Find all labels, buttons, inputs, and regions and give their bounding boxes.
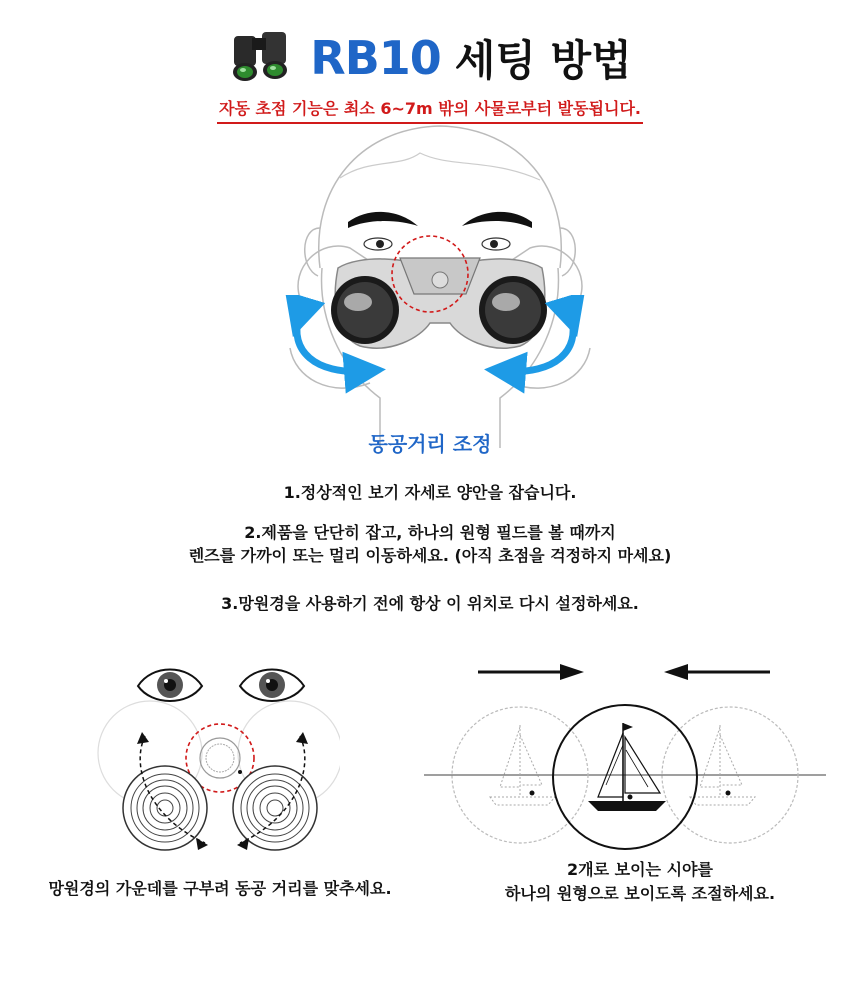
eyepiece-diagram — [90, 658, 340, 858]
right-eyepiece — [233, 766, 317, 850]
instruction-step-2-line-2: 렌즈를 가까이 또는 멀리 이동하세요. (아직 초점을 걱정하지 마세요) — [188, 546, 672, 565]
left-eye-icon — [138, 670, 202, 702]
right-eyebrow — [462, 212, 532, 228]
arrow-left-icon — [664, 664, 770, 680]
field-merge-caption — [440, 858, 840, 906]
left-eyebrow — [348, 212, 418, 228]
face-binoculars-illustration — [250, 118, 630, 458]
field-merge-diagram — [420, 655, 830, 855]
adjust-arrows — [275, 295, 595, 395]
autofocus-notice-text: 자동 초점 기능은 최소 6~7m 밖의 사물로부터 발동됩니다. — [217, 96, 643, 124]
title-text: 세팅 방법 — [454, 36, 632, 85]
right-adjust-arrow — [505, 317, 573, 371]
pupil-distance-label: 동공거리 조정 — [368, 432, 492, 456]
left-adjust-arrow — [297, 317, 365, 371]
title-model: RB10 — [310, 31, 441, 85]
sailboat-icon — [588, 723, 666, 811]
eyepiece-caption: 망원경의 가운데를 구부려 동공 거리를 맞추세요. — [48, 879, 392, 898]
binoculars-icon — [228, 28, 296, 88]
arrow-right-icon — [478, 664, 584, 680]
right-eye-icon — [240, 670, 304, 702]
instruction-step-3: 3.망원경을 사용하기 전에 항상 이 위치로 다시 설정하세요. — [221, 594, 639, 613]
instruction-step-2-line-1: 2.제품을 단단히 잡고, 하나의 원형 필드를 볼 때까지 — [244, 523, 616, 542]
page-title — [0, 28, 860, 88]
field-merge-caption-line-1: 2개로 보이는 시야를 — [567, 860, 713, 879]
instruction-step-1: 1.정상적인 보기 자세로 양안을 잡습니다. — [283, 483, 577, 502]
field-merge-caption-line-2: 하나의 원형으로 보이도록 조절하세요. — [504, 884, 776, 903]
left-eyepiece — [123, 766, 207, 850]
